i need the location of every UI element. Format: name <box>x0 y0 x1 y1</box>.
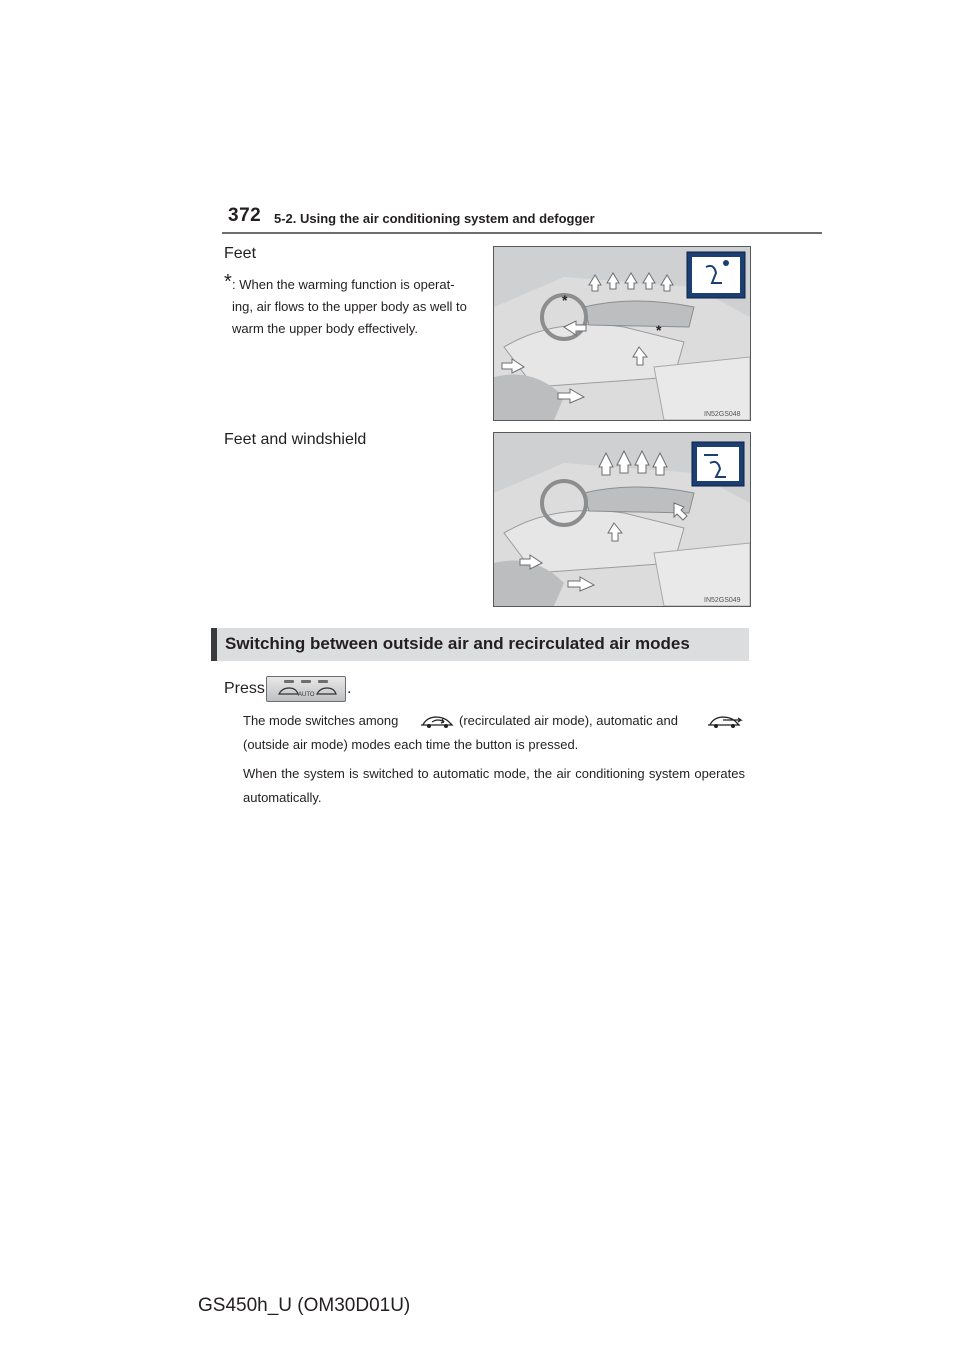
figure-asterisk-2: * <box>656 322 662 338</box>
para2: When the system is switched to automatic mode, the air conditioning system operates automatically. <box>243 766 745 805</box>
figure-feet-windshield-airflow <box>493 432 751 607</box>
air-intake-button <box>266 676 346 702</box>
para1-part-a: The mode switches among <box>243 713 399 728</box>
figure-feet-airflow <box>493 246 751 421</box>
section-heading: Switching between outside air and recirculated air modes <box>225 634 690 653</box>
header-divider <box>222 232 822 234</box>
figure-code: IN52GS049 <box>704 597 741 604</box>
page-number: 372 <box>228 205 262 226</box>
recirculated-air-icon <box>420 713 456 729</box>
para1-part-b: (recirculated air mode), automatic and <box>459 713 678 728</box>
note-text: : When the warming function is operat- ing, air flows to the upper body as well to warm the upper body effectively. <box>232 277 467 336</box>
press-label: Press <box>224 680 265 697</box>
footer-model: GS450h_U (OM30D01U) <box>198 1295 411 1316</box>
figure-asterisk-1: * <box>562 292 568 308</box>
section-title: 5-2. Using the air conditioning system and defogger <box>274 211 595 226</box>
outside-air-icon <box>707 713 745 729</box>
cabin-illustration <box>494 433 750 606</box>
note-asterisk: * <box>224 271 232 293</box>
air-intake-button-graphic <box>267 677 345 701</box>
cabin-illustration <box>494 247 750 420</box>
heading-feet: Feet <box>224 245 257 262</box>
press-period: . <box>347 680 352 697</box>
para1-part-c: (outside air mode) modes each time the button is pressed. <box>243 737 579 752</box>
recirculate-icon <box>279 688 298 694</box>
figure-code: IN52GS048 <box>704 411 741 418</box>
outside-air-icon <box>317 688 336 694</box>
heading-feet-windshield: Feet and windshield <box>224 431 367 448</box>
auto-label: AUTO <box>298 692 315 698</box>
